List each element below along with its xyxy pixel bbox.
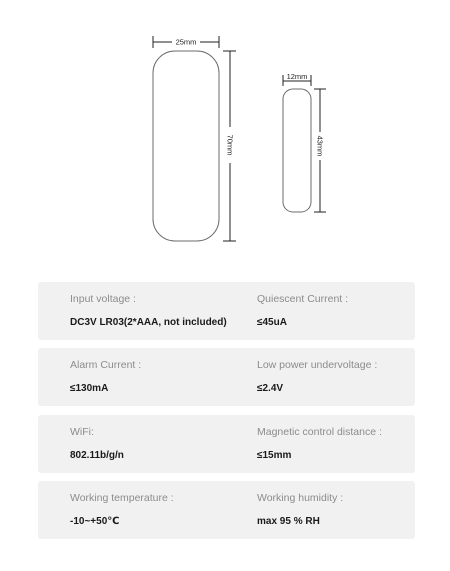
spec-card-environment <box>38 481 415 539</box>
spec-value: max 95 % RH <box>257 516 320 527</box>
spec-quiescent-current <box>257 282 412 340</box>
spec-label: Low power undervoltage : <box>257 359 378 371</box>
spec-label: Quiescent Current : <box>257 293 349 305</box>
spec-value: ≤2.4V <box>257 383 284 394</box>
spec-value: ≤130mA <box>70 383 109 394</box>
large-device-height-dimension <box>223 51 236 241</box>
spec-alarm-current <box>70 348 250 406</box>
spec-low-power-undervoltage <box>257 348 412 406</box>
spec-value: DC3V LR03(2*AAA, not included) <box>70 317 227 328</box>
spec-input-voltage <box>70 282 250 340</box>
spec-label: Magnetic control distance : <box>257 426 382 438</box>
large-device-width-dimension <box>153 36 219 48</box>
spec-label: Working temperature : <box>70 492 174 504</box>
spec-value: ≤15mm <box>257 450 292 461</box>
large-device-outline <box>153 51 219 241</box>
spec-card-wireless <box>38 415 415 473</box>
small-device-outline <box>283 89 311 212</box>
spec-wifi <box>70 415 250 473</box>
spec-working-temperature <box>70 481 250 539</box>
spec-card-power <box>38 282 415 340</box>
spec-label: Alarm Current : <box>70 359 142 371</box>
small-device-height-label: 43mm <box>315 135 325 157</box>
small-device-height-dimension <box>314 89 326 212</box>
small-device-width-label: 12mm <box>286 72 308 81</box>
spec-value: ≤45uA <box>257 317 287 328</box>
spec-magnetic-control-distance <box>257 415 412 473</box>
spec-card-alarm <box>38 348 415 406</box>
dimension-diagram <box>0 0 450 270</box>
spec-label: Working humidity : <box>257 492 344 504</box>
spec-label: Input voltage : <box>70 293 136 305</box>
small-device-width-dimension <box>283 72 311 86</box>
spec-working-humidity <box>257 481 412 539</box>
spec-value: 802.11b/g/n <box>70 450 124 461</box>
spec-value: -10~+50℃ <box>70 516 120 527</box>
spec-label: WiFi: <box>70 426 94 438</box>
large-device-height-label: 70mm <box>225 134 235 156</box>
large-device-width-label: 25mm <box>175 37 197 47</box>
